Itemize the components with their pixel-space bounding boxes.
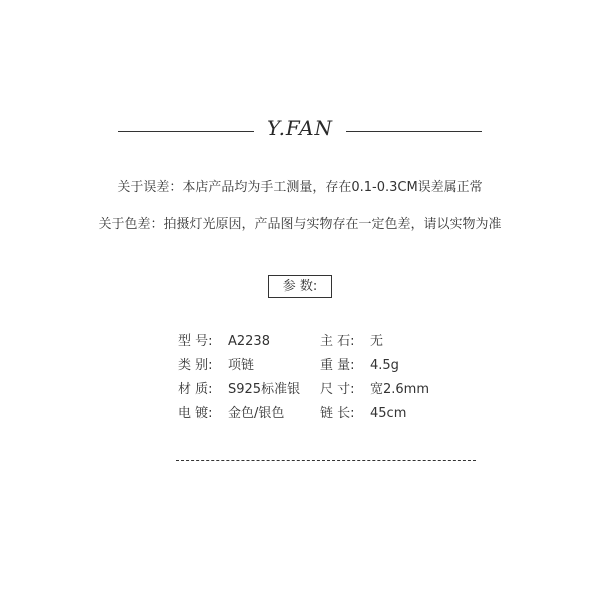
spec-value: 无 <box>370 334 384 349</box>
spec-model <box>178 333 270 351</box>
spec-value: 项链 <box>228 358 255 373</box>
spec-label: 型 号: <box>178 334 213 349</box>
spec-label: 链 长: <box>320 406 355 421</box>
spec-label: 材 质: <box>178 382 213 397</box>
header-rule-right <box>346 131 482 132</box>
spec-chain-length <box>320 405 406 423</box>
color-note: 关于色差：拍摄灯光原因，产品图与实物存在一定色差，请以实物为准 <box>98 217 502 232</box>
spec-size <box>320 381 429 399</box>
spec-label: 尺 寸: <box>320 382 355 397</box>
spec-material <box>178 381 300 399</box>
header-rule-left <box>118 131 254 132</box>
params-title: 参 数: <box>268 275 332 298</box>
error-note: 关于误差：本店产品均为手工测量，存在0.1-0.3CM误差属正常 <box>117 180 483 195</box>
spec-weight <box>320 357 399 375</box>
spec-value: S925标准银 <box>228 382 301 397</box>
spec-plating <box>178 405 284 423</box>
spec-value: 45cm <box>370 406 407 421</box>
spec-label: 重 量: <box>320 358 355 373</box>
spec-label: 电 镀: <box>178 406 213 421</box>
spec-label: 类 别: <box>178 358 213 373</box>
spec-value: 4.5g <box>370 358 399 373</box>
spec-value: 金色/银色 <box>228 406 285 421</box>
brand-logo: Y.FAN <box>266 116 334 140</box>
spec-label: 主 石: <box>320 334 355 349</box>
spec-stone <box>320 333 383 351</box>
spec-category <box>178 357 254 375</box>
spec-value: 宽2.6mm <box>370 382 430 397</box>
footer-dashed-divider <box>176 460 476 461</box>
spec-value: A2238 <box>228 334 270 349</box>
